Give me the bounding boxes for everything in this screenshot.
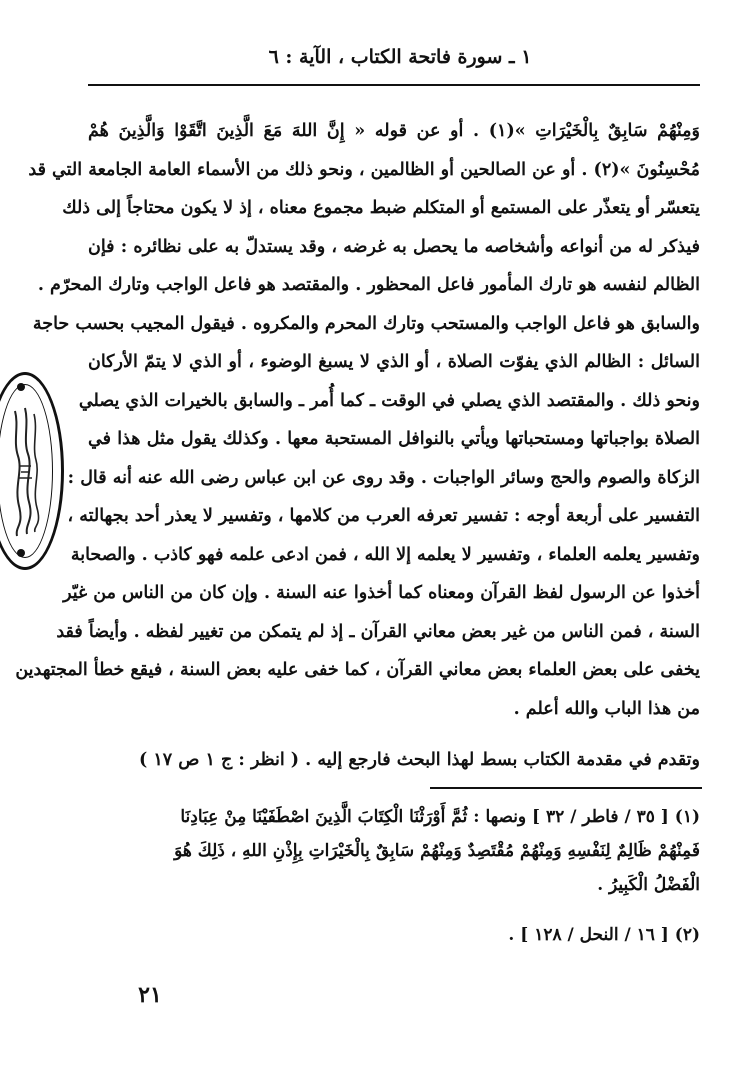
- stamp-dot-icon: [17, 549, 25, 557]
- text-line: السائل : الظالم الذي يفوّت الصلاة ، أو الذي لا يسبغ الوضوء ، أو الذي لا يتمّ الأركان: [88, 352, 700, 372]
- text-line: فيذكر له من أنواعه وأشخاصه ما يحصل به غرضه ، وقد يستدلّ به على نظائره : فإن: [88, 236, 700, 257]
- footnote-2: (٢) [ ١٦ / النحل / ١٢٨ ] .: [508, 925, 700, 945]
- text-line: والسابق هو فاعل الواجب والمستحب وتارك المحرم والمكروه . فيقول المجيب بحسب حاجة: [32, 313, 700, 334]
- header-divider: [88, 84, 700, 86]
- text-line: من هذا الباب والله أعلم .: [513, 698, 700, 719]
- stamp-dot-icon: [17, 383, 25, 391]
- text-line: الزكاة والصوم والحج وسائر الواجبات . وقد روى عن ابن عباس رضى الله عنه أنه قال :: [67, 467, 700, 488]
- footnote-1-line: (١) [ ٣٥ / فاطر / ٣٢ ] ونصها : ثُمَّ أَوْرَثْنَا الْكِتَابَ الَّذِينَ اصْطَفَيْنَا مِنْ عِبَادِنَا: [180, 807, 700, 827]
- running-title: ١ ـ سورة فاتحة الكتاب ، الآية : ٦: [268, 46, 532, 68]
- text-line: أخذوا عن الرسول لفظ القرآن ومعناه كما أخذوا عنه السنة . وإن كان من الناس من غيّر: [63, 583, 700, 603]
- stamp-seal-icon: [0, 372, 64, 570]
- footnote-spacer: [88, 902, 700, 918]
- text-line: يتعسّر أو يتعذّر على المستمع أو المتكلم ضبط مجموع معناه ، إذ لا يكون محتاجاً إلى ذلك: [62, 198, 700, 218]
- text-line: الصلاة بواجباتها ومستحباتها ويأتي بالنوافل المستحبة معها . وكذلك يقول مثل هذا في: [88, 429, 700, 449]
- text-line: وَمِنْهُمْ سَابِقٌ بِالْخَيْرَاتِ »(١) . أو عن قوله « إِنَّ اللهَ مَعَ الَّذِينَ اتَّقَوْا وَالَّذِينَ هُمْ: [88, 121, 700, 141]
- footnote-1-line: الْفَضْلُ الْكَبِيرُ .: [597, 875, 700, 895]
- reference-note: وتقدم في مقدمة الكتاب بسط لهذا البحث فارجع إليه . ( انظر : ج ١ ص ١٧ ): [139, 750, 700, 770]
- stamp-handwriting-icon: [5, 396, 45, 546]
- text-line: وتفسير يعلمه العلماء ، وتفسير لا يعلمه إلا الله ، فمن ادعى علمه فهو كاذب . والصحابة: [70, 544, 700, 565]
- footnote-divider: [430, 787, 702, 789]
- text-line: يخفى على بعض العلماء بعض معاني القرآن ، كما خفى عليه بعض السنة ، فيقع خطأ المجتهدين: [15, 660, 700, 680]
- text-line: الظالم لنفسه هو تارك المأمور فاعل المحظور . والمقتصد هو فاعل الواجب وتارك المحرّم .: [37, 275, 700, 295]
- stamp-inner-ring: [0, 384, 53, 558]
- page-number: ٢١: [138, 982, 162, 1008]
- text-line: التفسير على أربعة أوجه : تفسير تعرفه العرب من كلامها ، وتفسير لا يعذر أحد بجهالته ،: [67, 506, 700, 526]
- footnote-1-line: فَمِنْهُمْ ظَالِمٌ لِنَفْسِهِ وَمِنْهُمْ مُقْتَصِدٌ وَمِنْهُمْ سَابِقٌ بِالْخَيْرَاتِ بِإِذْنِ اللهِ ، ذَلِكَ هُوَ: [174, 841, 700, 861]
- text-line: ونحو ذلك . والمقتصد الذي يصلي في الوقت ـ كما أُمر ـ والسابق بالخيرات الذي يصلي: [78, 390, 700, 411]
- text-line: السنة ، فمن الناس من غير بعض معاني القرآن ـ إذ لم يتمكن من تغيير لفظه . وأيضاً فقد: [56, 621, 700, 642]
- text-line: مُحْسِنُونَ »(٢) . أو عن الصالحين أو الظالمين ، ونحو ذلك من الأسماء العامة الجامعة التي قد: [28, 159, 700, 180]
- footnotes: [88, 800, 700, 952]
- main-text: [15, 112, 700, 728]
